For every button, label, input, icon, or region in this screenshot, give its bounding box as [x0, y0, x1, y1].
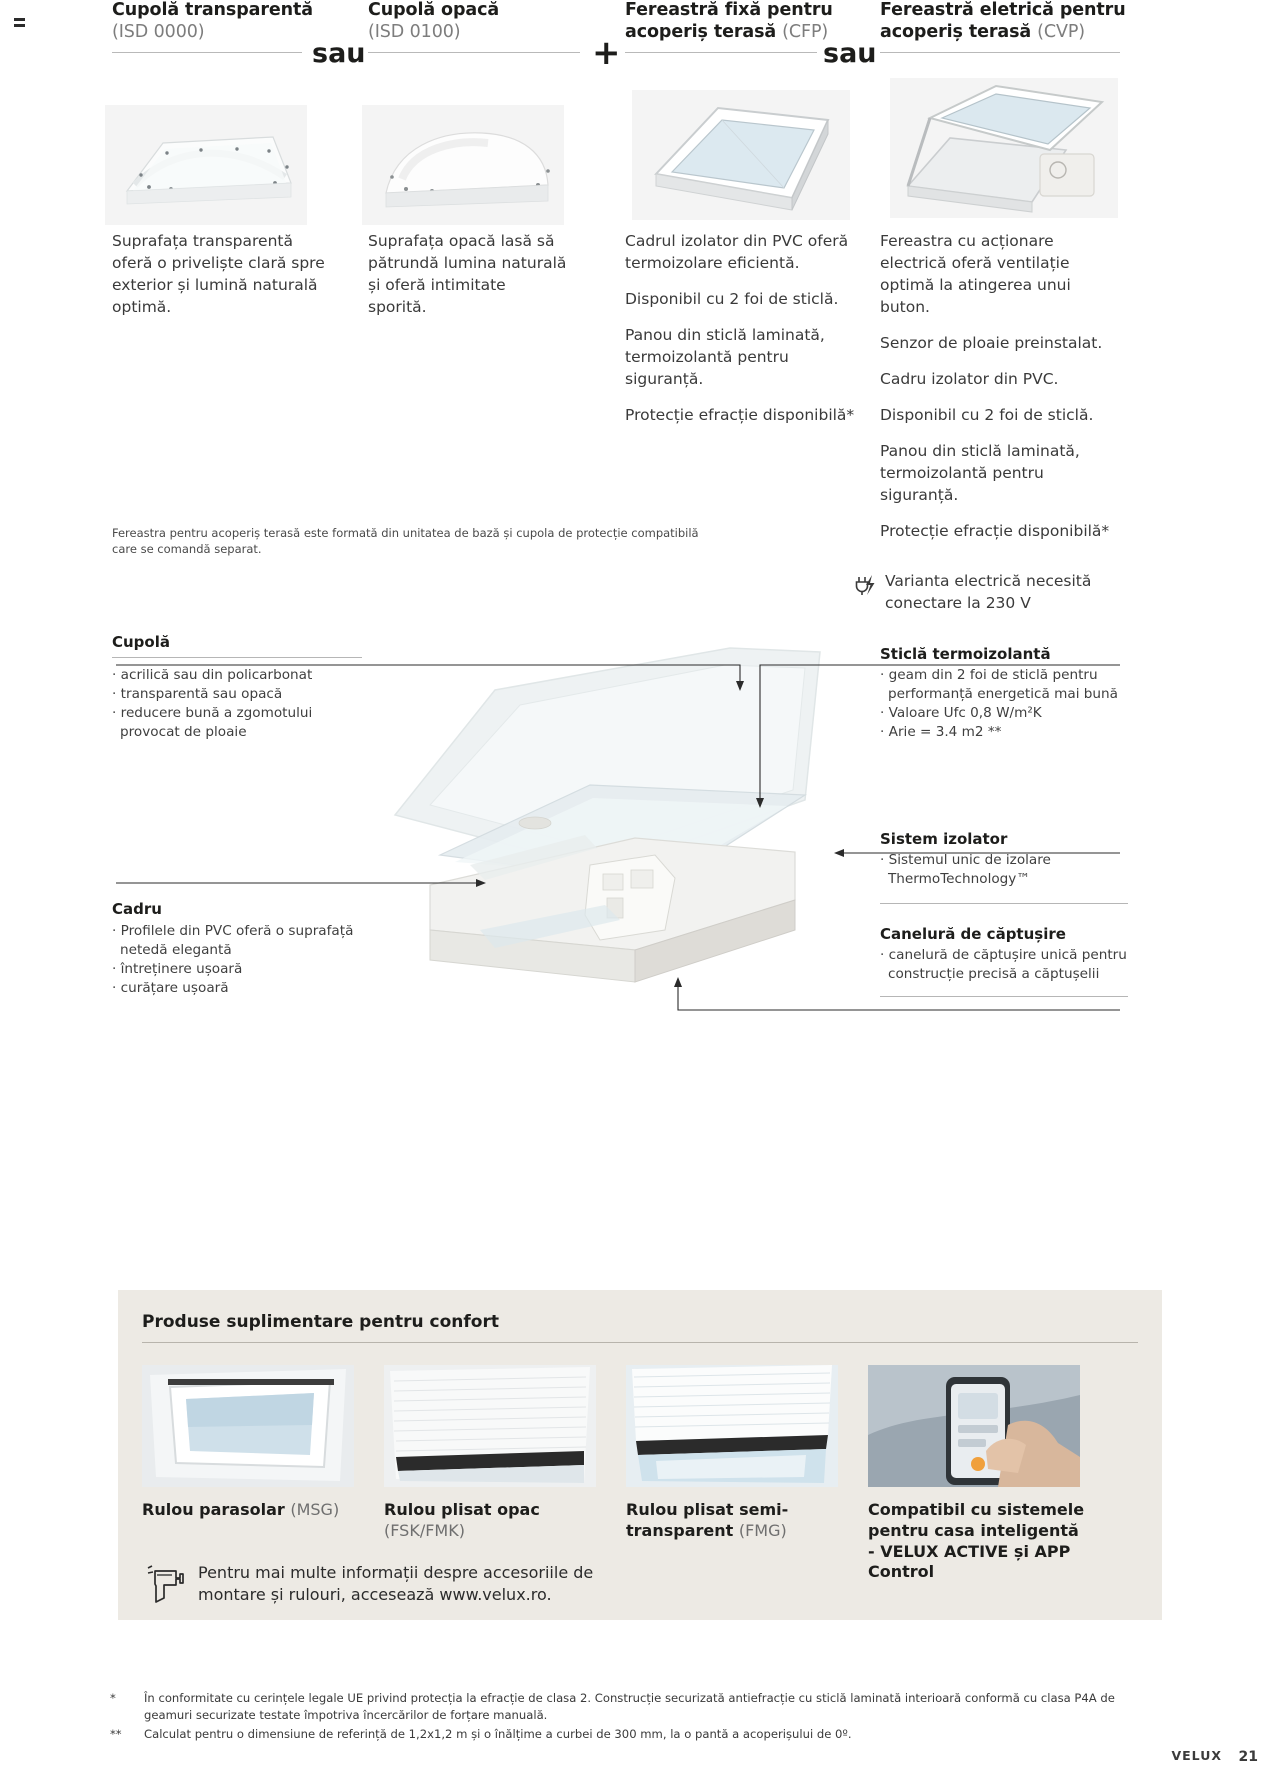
paragraph: Cadru izolator din PVC. — [880, 370, 1059, 388]
fixed-flatroof-window-illustration — [632, 90, 850, 220]
label-rule — [880, 903, 1128, 904]
label-title: Cadru — [112, 900, 162, 918]
column-code: (ISD 0000) — [112, 21, 205, 42]
awning-blind-illustration — [142, 1365, 354, 1487]
accessory-image-fsk-fmk[interactable] — [384, 1365, 596, 1487]
accessory-image-msg[interactable] — [142, 1365, 354, 1487]
label-rule — [112, 657, 362, 658]
footnote-mark: ** — [110, 1726, 122, 1741]
paragraph: Panou din sticlă laminată, termoizolantă pentru siguranță. — [880, 442, 1080, 504]
paragraph: Senzor de ploaie preinstalat. — [880, 334, 1103, 352]
column-code: (CFP) — [782, 21, 829, 42]
joiner-plus: + — [592, 33, 621, 73]
column-code: (ISD 0100) — [368, 21, 461, 42]
paragraph: Suprafața transparentă oferă o priveliște clară spre exterior și lumină naturală optimă. — [112, 232, 325, 316]
label-title: Cupolă — [112, 633, 170, 651]
accessories-panel — [118, 1290, 1162, 1620]
product-column-isd0000 — [112, 0, 342, 44]
label-bullets — [880, 666, 1125, 742]
footnote-text: Calculat pentru o dimensiune de referință de 1,2x1,2 m și o înălțime a curbei de 300 mm, la o pantă a acoperișului de 0º. — [144, 1726, 852, 1741]
accessory-image-fmg[interactable] — [626, 1365, 838, 1487]
column-code: (CVP) — [1037, 21, 1086, 42]
column-title — [368, 0, 598, 44]
product-column-cvp — [880, 0, 1128, 44]
product-thumb-cvp — [890, 78, 1118, 218]
footnote-row — [110, 1726, 1170, 1743]
page-number: 21 — [1238, 1749, 1258, 1765]
bullet: · Arie = 3.4 m2 ** — [880, 724, 1002, 741]
label-title: Sticlă termoizolantă — [880, 645, 1051, 663]
joiner-or-2: sau — [823, 38, 877, 69]
accessory-name: Compatibil cu sistemele pentru casa inteligentă - VELUX ACTIVE și APP Control — [868, 1500, 1085, 1582]
accessory-code: (FMG) — [738, 1520, 787, 1540]
label-title: Canelură de căptușire — [880, 925, 1066, 943]
power-requirement-note — [855, 570, 1123, 614]
power-note-text: Varianta electrică necesită conectare la 230 V — [885, 572, 1092, 612]
brand-logo: VELUX — [1171, 1748, 1222, 1763]
assembly-note: Fereastra pentru acoperiș terasă este formată din unitatea de bază și cupola de protecție compatibilă care se comandă separat. — [112, 526, 699, 557]
semi-transparent-pleated-blind-illustration — [626, 1365, 838, 1487]
paragraph: Cadrul izolator din PVC oferă termoizolare eficientă. — [625, 232, 849, 272]
bullet: · reducere bună a zgomotului provocat de ploaie — [112, 705, 313, 741]
paragraph: Protecție efracție disponibilă* — [880, 522, 1110, 540]
smartphone-app-photo — [868, 1365, 1080, 1487]
column-title-text: Fereastră fixă pentru acoperiș terasă — [625, 0, 833, 42]
product-column-isd0100 — [368, 0, 598, 44]
bullet: · întreținere ușoară — [112, 961, 243, 978]
column-title-text: Fereastră eletrică pentru acoperiș terasă — [880, 0, 1126, 42]
bullet: · curățare ușoară — [112, 980, 229, 997]
column-body-isd0000 — [112, 230, 330, 332]
footnote-text: În conformitate cu cerințele legale UE privind protecția la efracție de clasa 2. Construcție securizată antiefracție cu sticlă laminată interioară conformă cu clasa P4A de geamuri securizate testate împotriva încercărilor de forțare manuală. — [144, 1691, 1115, 1722]
diagram-label-cupola — [112, 633, 362, 742]
label-bullets — [112, 922, 357, 998]
accessory-info-text: Pentru mai multe informații despre accesoriile de montare și rulouri, accesează www.velux.ro. — [198, 1563, 594, 1604]
blackout-pleated-blind-illustration — [384, 1365, 596, 1487]
drill-icon — [144, 1562, 184, 1606]
panel-rule — [142, 1342, 1138, 1343]
bullet: · transparentă sau opacă — [112, 686, 283, 703]
accessory-code: (MSG) — [290, 1500, 340, 1519]
column-body-isd0100 — [368, 230, 568, 332]
paragraph: Suprafața opacă lasă să pătrundă lumina naturală și oferă intimitate sporită. — [368, 232, 567, 316]
column-title-text: Cupolă transparentă — [112, 0, 313, 20]
paragraph: Panou din sticlă laminată, termoizolantă pentru siguranță. — [625, 326, 825, 388]
column-divider-rule — [368, 52, 580, 53]
diagram-label-cadru — [112, 900, 357, 998]
paragraph: Disponibil cu 2 foi de sticlă. — [880, 406, 1094, 424]
panel-heading: Produse suplimentare pentru confort — [142, 1312, 499, 1332]
paragraph: Fereastra cu acționare electrică oferă ventilație optimă la atingerea unui buton. — [880, 232, 1071, 316]
transparent-dome-illustration — [105, 105, 307, 225]
label-bullets — [112, 666, 362, 742]
accessory-info-row — [144, 1562, 614, 1606]
accessory-name: Rulou parasolar — [142, 1500, 291, 1519]
accessory-name: Rulou plisat opac — [384, 1500, 540, 1519]
footnote-row — [110, 1690, 1170, 1724]
bullet: · acrilică sau din policarbonat — [112, 667, 313, 683]
bullet: · Sistemul unic de izolare ThermoTechnology™ — [880, 852, 1051, 888]
accessory-name: Rulou plisat semi-transparent — [626, 1500, 789, 1540]
bullet: · Valoare Ufc 0,8 W/m²K — [880, 705, 1042, 722]
product-thumb-isd0000 — [105, 105, 307, 225]
accessory-label-msg — [142, 1500, 357, 1521]
column-divider-rule — [625, 52, 817, 53]
paragraph: Disponibil cu 2 foi de sticlă. — [625, 290, 839, 308]
product-thumb-isd0100 — [362, 105, 564, 225]
product-thumb-cfp — [632, 90, 850, 220]
column-body-cfp — [625, 230, 867, 440]
column-title — [112, 0, 342, 44]
column-title — [880, 0, 1128, 44]
column-divider-rule — [880, 52, 1120, 53]
label-bullets — [880, 851, 1128, 889]
diagram-label-sticla — [880, 645, 1125, 742]
accessory-label-fmg — [626, 1500, 831, 1542]
label-bullets — [880, 946, 1128, 984]
plug-lightning-icon — [855, 573, 877, 597]
joiner-or-1: sau — [312, 38, 366, 69]
opaque-dome-illustration — [362, 105, 564, 225]
label-rule — [880, 996, 1128, 997]
column-title-text: Cupolă opacă — [368, 0, 500, 20]
paragraph: Protecție efracție disponibilă* — [625, 406, 855, 424]
column-divider-rule — [112, 52, 302, 53]
footnote-mark: * — [110, 1691, 116, 1705]
bullet: · canelură de căptușire unică pentru construcție precisă a căptușelii — [880, 947, 1127, 983]
product-comparison-strip — [0, 0, 1280, 620]
accessory-label-fsk-fmk — [384, 1500, 584, 1542]
accessory-code: (FSK/FMK) — [384, 1520, 465, 1540]
diagram-label-sistem-izolator — [880, 830, 1128, 904]
column-body-cvp — [880, 230, 1120, 556]
diagram-label-canelura — [880, 925, 1128, 997]
footnotes — [110, 1690, 1170, 1742]
bullet: · Profilele din PVC oferă o suprafață netedă elegantă — [112, 923, 354, 959]
accessory-image-velux-active[interactable] — [868, 1365, 1080, 1487]
label-title: Sistem izolator — [880, 830, 1008, 848]
electric-flatroof-window-illustration — [890, 78, 1118, 218]
bullet: · geam din 2 foi de sticlă pentru performanță energetică mai bună — [880, 667, 1118, 703]
exploded-diagram-section — [0, 625, 1280, 1095]
accessory-label-velux-active — [868, 1500, 1086, 1583]
